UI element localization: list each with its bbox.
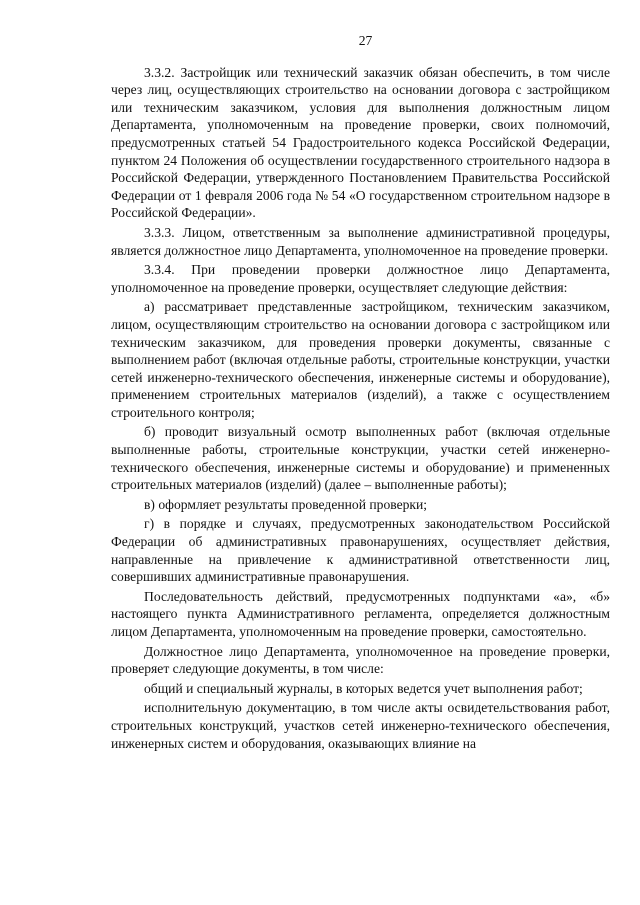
page-number: 27	[358, 33, 373, 48]
paragraph-3-3-3: 3.3.3. Лицом, ответственным за выполнение административной процедуры, является должностное лицо Департамента, уполномоченное на проведение проверки.	[111, 224, 610, 258]
paragraph-executive-docs: исполнительную документацию, в том числе акты освидетельствования работ, строительных конструкций, участков сетей инженерно-технического обеспечения, инженерных систем и оборудования, оказывающих влияние на	[111, 700, 610, 751]
paragraph-sequence: Последовательность действий, предусмотренных подпунктами «а», «б» настоящего пункта Административного регламента, определяется должностным лицом Департамента, уполномоченным на проведение проверки, самостоятельно.	[111, 588, 610, 639]
list-item-v: в) оформляет результаты проведенной проверки;	[144, 496, 428, 512]
list-item-a: а) рассматривает представленные застройщиком, техническим заказчиком, лицом, осуществляющим строительство на основании договора с застройщиком или техническим заказчиком, для проведения проверки документы, связанные с выполнением работ (включая отдельные работы, строительные конструкции, участки сетей инженерно-технического обеспечения, инженерные системы и оборудование), применением строительных материалов (изделий), а также с осуществлением строительного контроля;	[111, 299, 610, 420]
list-item-b: б) проводит визуальный осмотр выполненных работ (включая отдельные выполненные работы, строительные конструкции, участки сетей инженерно-технического обеспечения, инженерные системы и оборудование) и примененных строительных материалов (изделий) (далее – выполненные работы);	[111, 424, 610, 493]
paragraph-documents: Должностное лицо Департамента, уполномоченное на проведение проверки, проверяет следующие документы, в том числе:	[111, 643, 610, 677]
list-item-g: г) в порядке и случаях, предусмотренных законодательством Российской Федерации об административных правонарушениях, осуществляет действия, направленные на привлечение к административной ответственности лиц, совершивших административные правонарушения.	[111, 516, 610, 585]
paragraph-3-3-4: 3.3.4. При проведении проверки должностное лицо Департамента, уполномоченное на проведение проверки, осуществляет следующие действия:	[111, 262, 610, 295]
paragraph-journals: общий и специальный журналы, в которых ведется учет выполнения работ;	[144, 680, 583, 696]
paragraph-3-3-2: 3.3.2. Застройщик или технический заказчик обязан обеспечить, в том числе через лиц, осуществляющих строительство на основании договора с застройщиком или техническим заказчиком, условия для выполнения должностным лицом Департамента, уполномоченным на проведение проверки, своих полномочий, предусмотренных статьей 54 Градостроительного кодекса Российской Федерации, пунктом 24 Положения об осуществлении государственного строительного надзора в Российской Федерации, утвержденного Постановлением Правительства Российской Федерации от 1 февраля 2006 года № 54 «О государственном строительном надзоре в Российской Федерации».	[111, 64, 610, 221]
